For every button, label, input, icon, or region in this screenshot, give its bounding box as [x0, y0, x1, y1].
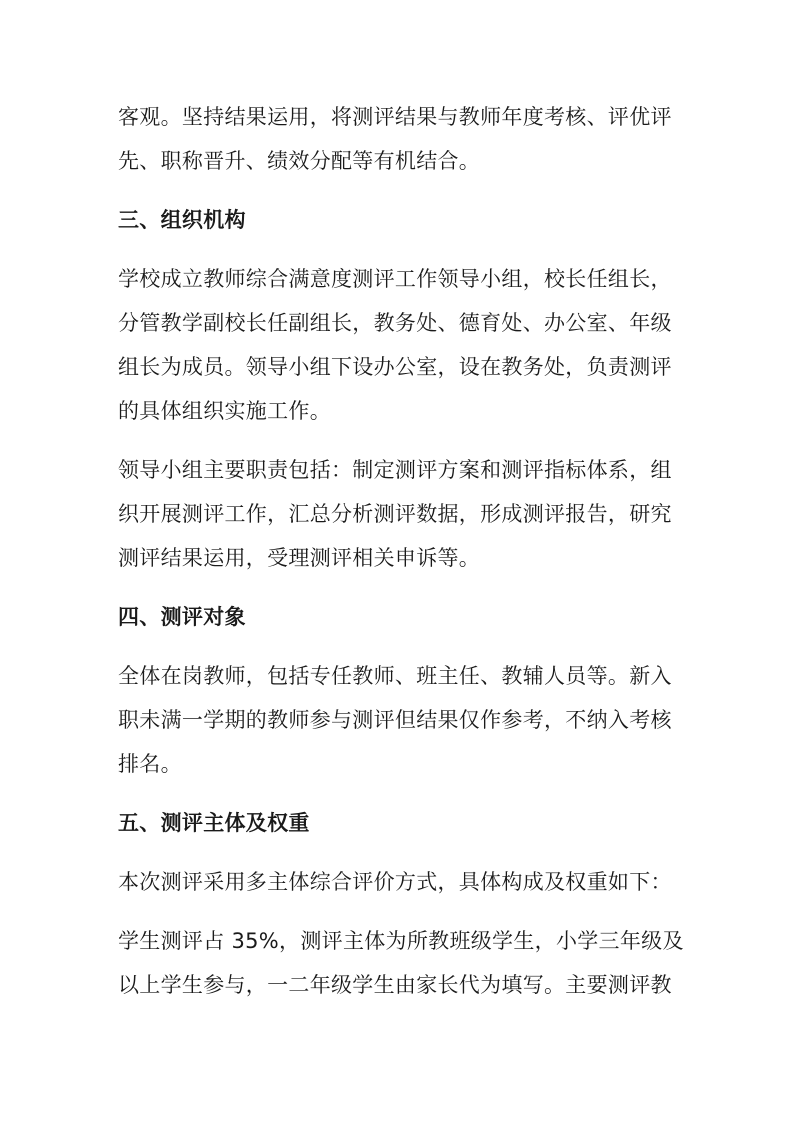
- paragraph-line: 织开展测评工作，汇总分析测评数据，形成测评报告，研究: [118, 502, 672, 526]
- paragraph-line: 学生测评占 35%，测评主体为所教班级学生，小学三年级及: [118, 929, 684, 953]
- paragraph-line: 先、职称晋升、绩效分配等有机结合。: [118, 149, 481, 173]
- section-heading-subjects-weights: 五、测评主体及权重: [118, 811, 310, 835]
- paragraph-line: 客观。坚持结果运用，将测评结果与教师年度考核、评优评: [118, 105, 672, 129]
- paragraph-line: 学校成立教师综合满意度测评工作领导小组，校长任组长，: [118, 267, 672, 291]
- paragraph-line: 测评结果运用，受理测评相关申诉等。: [118, 546, 481, 570]
- section-heading-targets: 四、测评对象: [118, 605, 246, 629]
- paragraph-line: 领导小组主要职责包括：制定测评方案和测评指标体系，组: [118, 458, 672, 482]
- paragraph-line: 职未满一学期的教师参与测评但结果仅作参考，不纳入考核: [118, 708, 672, 732]
- paragraph-line: 以上学生参与，一二年级学生由家长代为填写。主要测评教: [118, 973, 672, 997]
- paragraph-line: 全体在岗教师，包括专任教师、班主任、教辅人员等。新入: [118, 664, 672, 688]
- paragraph-line: 分管教学副校长任副组长，教务处、德育处、办公室、年级: [118, 311, 672, 335]
- paragraph-line: 本次测评采用多主体综合评价方式，具体构成及权重如下：: [118, 870, 672, 894]
- paragraph-line: 的具体组织实施工作。: [118, 399, 331, 423]
- paragraph-line: 组长为成员。领导小组下设办公室，设在教务处，负责测评: [118, 355, 672, 379]
- section-heading-organization: 三、组织机构: [118, 208, 246, 232]
- paragraph-line: 排名。: [118, 752, 182, 776]
